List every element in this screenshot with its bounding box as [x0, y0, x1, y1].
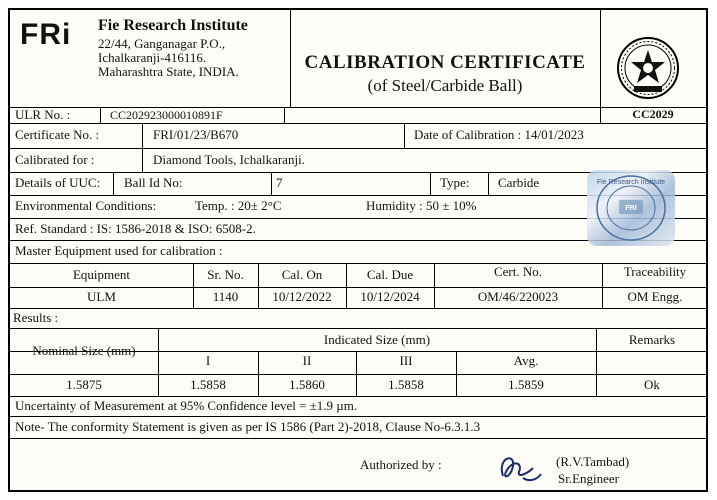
- environment-label: Environmental Conditions:: [15, 198, 157, 213]
- remarks-value: Ok: [644, 377, 660, 392]
- reference-standard: Ref. Standard : IS: 1586-2018 & ISO: 6508-2.: [15, 221, 256, 236]
- row-divider: [10, 438, 706, 439]
- master-equipment-heading: Master Equipment used for calibration :: [15, 243, 223, 258]
- calibration-certificate: [8, 8, 708, 492]
- certificate-subtitle: (of Steel/Carbide Ball): [367, 76, 523, 95]
- type-value: Carbide: [498, 175, 540, 190]
- svg-text:FRI: FRI: [625, 205, 637, 212]
- col-divider: [271, 172, 272, 195]
- col-divider: [142, 148, 143, 172]
- col-divider: [284, 107, 285, 123]
- hologram-text: Fie Research Institute: [596, 179, 666, 186]
- address-line-3: Maharashtra State, INDIA.: [98, 64, 239, 79]
- reading-ii-header: II: [302, 353, 312, 368]
- results-label: Results :: [13, 310, 59, 325]
- col-divider: [100, 107, 101, 123]
- row-divider: [10, 416, 706, 417]
- row-divider: [10, 396, 706, 397]
- master-traceability-value: OM Engg.: [627, 289, 683, 304]
- ball-id-value: 7: [276, 175, 283, 190]
- reading-iii-value: 1.5858: [388, 377, 424, 392]
- row-divider: [10, 123, 706, 124]
- nominal-size-value: 1.5875: [66, 377, 102, 392]
- ulr-value: CC202923000010891F: [110, 108, 223, 122]
- authorizer-designation: Sr.Engineer: [558, 471, 620, 486]
- temperature-value: Temp. : 20± 2°C: [195, 198, 282, 213]
- row-divider: [10, 148, 706, 149]
- reading-i-value: 1.5858: [190, 377, 226, 392]
- calibration-date: Date of Calibration : 14/01/2023: [414, 127, 584, 142]
- address-line-2: Ichalkaranji-416116.: [98, 50, 207, 65]
- col-divider: [488, 172, 489, 195]
- hologram-seal-icon: [585, 168, 677, 248]
- calibrated-for-label: Calibrated for :: [15, 152, 95, 167]
- row-divider: [10, 328, 706, 329]
- master-col-equipment: Equipment: [72, 267, 131, 282]
- certificate-number-value: FRI/01/23/B670: [153, 127, 239, 142]
- uncertainty-statement: Uncertainty of Measurement at 95% Confidence level = ±1.9 µm.: [15, 398, 358, 413]
- reading-iii-header: III: [399, 353, 413, 368]
- address-line-1: 22/44, Ganganagar P.O.,: [98, 36, 226, 51]
- authorizer-name: (R.V.Tambad): [556, 454, 630, 469]
- col-divider: [113, 172, 114, 195]
- row-divider: [10, 308, 706, 309]
- signature-icon: [493, 448, 553, 488]
- calibrated-for-value: Diamond Tools, Ichalkaranji.: [153, 152, 305, 167]
- master-col-cal-due: Cal. Due: [366, 267, 414, 282]
- indicated-size-header: Indicated Size (mm): [323, 332, 431, 347]
- conformity-note: Note- The conformity Statement is given as per IS 1586 (Part 2)-2018, Clause No-6.3.1.3: [15, 419, 481, 434]
- ulr-label: ULR No. :: [15, 107, 71, 122]
- master-cal-on-value: 10/12/2022: [272, 289, 332, 304]
- accreditation-seal-icon: [610, 32, 686, 104]
- master-col-traceability: Traceability: [623, 264, 687, 279]
- uuc-label: Details of UUC:: [15, 175, 101, 190]
- master-cert-no-value: OM/46/220023: [477, 289, 559, 304]
- col-divider: [404, 123, 405, 148]
- humidity-value: Humidity : 50 ± 10%: [366, 198, 477, 213]
- master-col-cert-no: Cert. No.: [493, 264, 543, 279]
- remarks-header: Remarks: [628, 332, 676, 347]
- institute-logo: FRi: [20, 18, 72, 51]
- master-equipment-value: ULM: [87, 289, 116, 304]
- average-header: Avg.: [513, 353, 539, 368]
- institute-name: Fie Research Institute: [98, 17, 248, 34]
- type-label: Type:: [440, 175, 470, 190]
- master-sr-no-value: 1140: [212, 289, 239, 304]
- master-cal-due-value: 10/12/2024: [360, 289, 420, 304]
- master-col-sr-no: Sr. No.: [207, 267, 244, 282]
- subheader-divider: [158, 351, 596, 352]
- col-divider: [430, 172, 431, 195]
- accreditation-code: CC2029: [632, 107, 674, 121]
- col-divider: [142, 123, 143, 148]
- row-divider: [10, 374, 706, 375]
- ball-id-label: Ball Id No:: [124, 175, 183, 190]
- reading-ii-value: 1.5860: [289, 377, 325, 392]
- certificate-number-label: Certificate No. :: [15, 127, 100, 142]
- average-value: 1.5859: [508, 377, 544, 392]
- certificate-title: CALIBRATION CERTIFICATE: [304, 52, 586, 73]
- authorized-by-label: Authorized by :: [360, 457, 442, 472]
- master-col-cal-on: Cal. On: [281, 267, 323, 282]
- reading-i-header: I: [205, 353, 211, 368]
- nominal-size-header: Nominal Size (mm): [32, 343, 136, 358]
